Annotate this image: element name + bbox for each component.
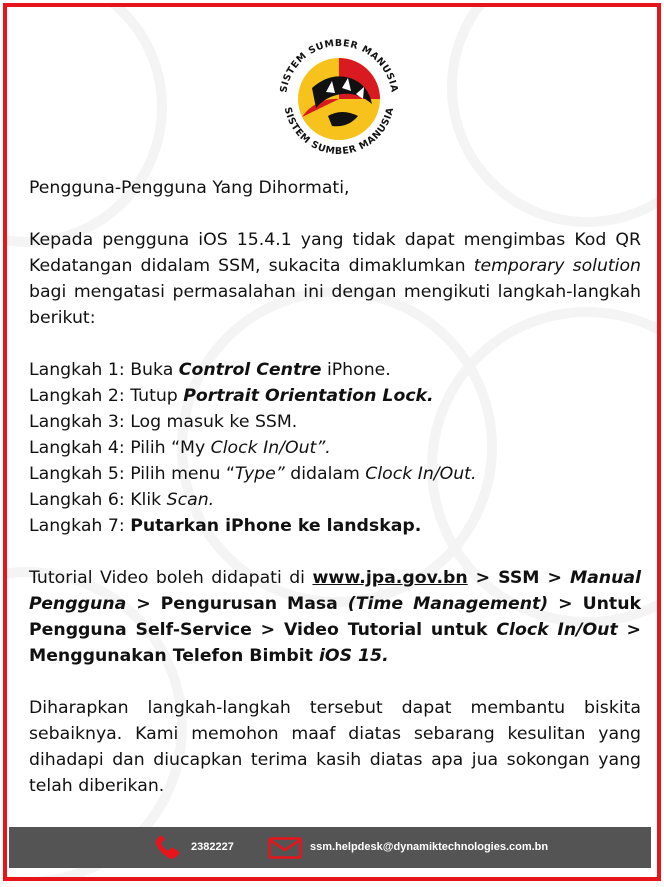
tutorial-path: iOS 15. [318, 646, 389, 666]
step-7 [29, 513, 641, 539]
step-text: Langkah 4: Pilih “My [29, 438, 211, 458]
tutorial-path: Manual Pengguna [29, 568, 641, 614]
phone-number[interactable]: 2382227 [191, 841, 234, 853]
tutorial-paragraph [29, 565, 641, 669]
step-6 [29, 487, 641, 513]
tutorial-path: (Time Management) [347, 594, 549, 614]
contact-footer [9, 827, 651, 868]
step-text: Langkah 2: Tutup [29, 386, 184, 406]
step-text: didalam [284, 464, 366, 484]
notice-frame [3, 3, 661, 881]
step-3 [29, 409, 641, 435]
step-4 [29, 435, 641, 461]
tutorial-path: > Untuk Pengguna Self-Service > Video Tutorial untuk [29, 594, 641, 640]
step-emphasis: Type” [234, 464, 285, 484]
step-emphasis: Control Centre [178, 360, 322, 380]
step-emphasis: Portrait Orientation Lock. [183, 386, 434, 406]
jpa-website-link[interactable]: www.jpa.gov.bn [312, 568, 468, 588]
notice-body [29, 175, 641, 799]
tutorial-path: > Pengurusan Masa [126, 594, 348, 614]
logo-ring-text-bottom: SISTEM SUMBER MANUSIA [281, 106, 397, 158]
helpdesk-email[interactable]: ssm.helpdesk@dynamiktechnologies.com.bn [310, 841, 549, 853]
step-text: Langkah 7: [29, 516, 131, 536]
step-emphasis: Scan. [166, 490, 215, 510]
step-emphasis: Clock In/Out”. [210, 438, 331, 458]
step-text: Langkah 1: Buka [29, 360, 179, 380]
step-emphasis: Clock In/Out. [365, 464, 477, 484]
intro-text-2: bagi mengatasi permasalahan ini dengan mengikuti langkah-langkah berikut: [29, 282, 641, 328]
step-1 [29, 357, 641, 383]
step-text: Langkah 3: Log masuk ke SSM. [29, 412, 298, 432]
greeting: Pengguna-Pengguna Yang Dihormati, [29, 178, 350, 198]
step-emphasis: Putarkan iPhone ke landskap. [130, 516, 422, 536]
closing-paragraph: Diharapkan langkah-langkah tersebut dapat membantu biskita sebaiknya. Kami memohon maaf diatas sebarang kesulitan yang dihadapi dan diucapkan terima kasih diatas apa jua sokongan yang telah diberikan. [29, 698, 641, 796]
mail-icon [268, 837, 302, 859]
step-5 [29, 461, 641, 487]
phone-icon [153, 835, 183, 861]
logo-ring-text-top: SISTEM SUMBER MANUSIA [278, 37, 400, 94]
intro-paragraph [29, 227, 641, 331]
tutorial-path: > Menggunakan Telefon Bimbit [29, 620, 642, 666]
step-2 [29, 383, 641, 409]
ssm-logo [272, 32, 406, 166]
step-text: Langkah 6: Klik [29, 490, 167, 510]
tutorial-path: > SSM > [467, 568, 570, 588]
intro-text: Kepada pengguna iOS 15.4.1 yang tidak dapat mengimbas Kod QR Kedatangan didalam SSM, sukacita dimaklumkan [29, 230, 641, 276]
step-text: Langkah 5: Pilih menu “ [29, 464, 235, 484]
intro-italic: temporary solution [473, 256, 641, 276]
tutorial-text: Tutorial Video boleh didapati di [29, 568, 313, 588]
step-text: iPhone. [321, 360, 391, 380]
tutorial-path: Clock In/Out [496, 620, 618, 640]
